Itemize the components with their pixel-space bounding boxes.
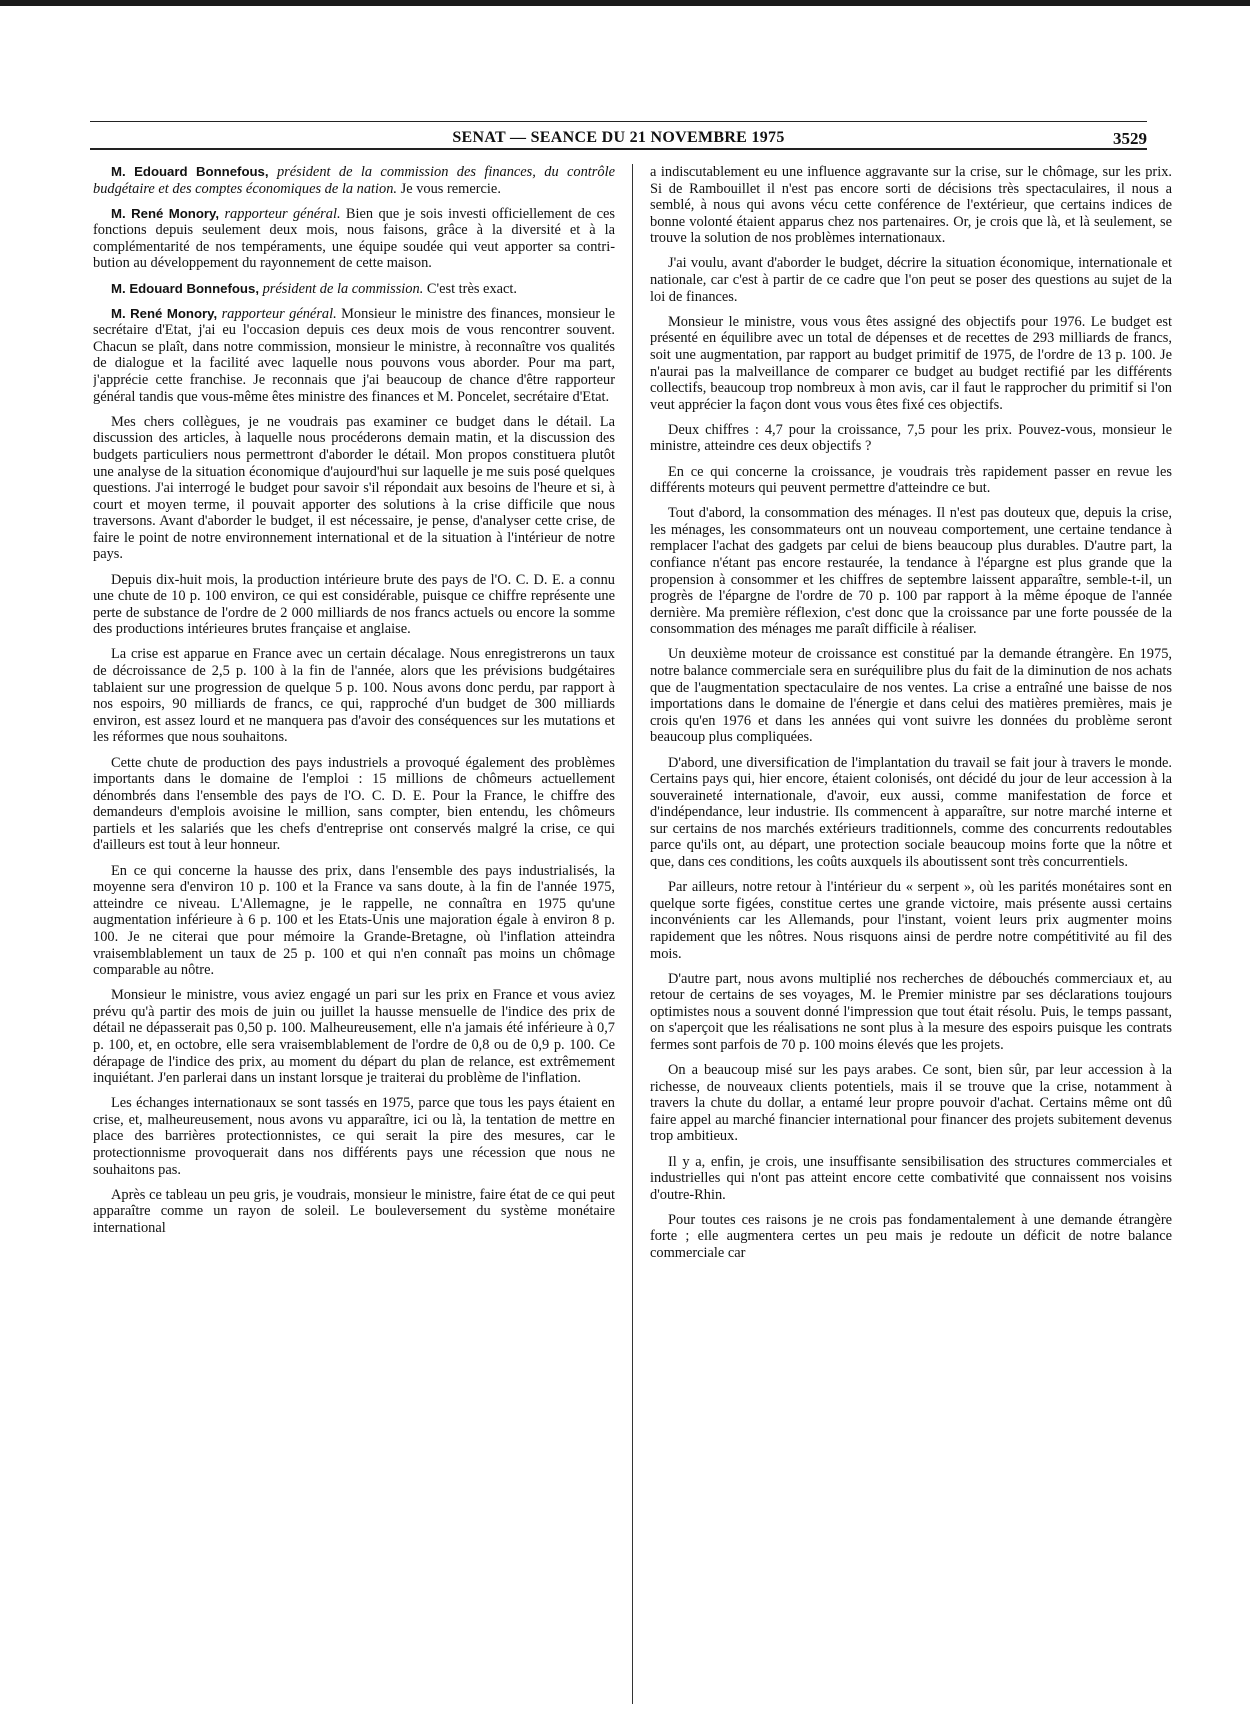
page-number: 3529 <box>1113 129 1147 148</box>
paragraph-text: Mes chers collègues, je ne voudrais pas examiner ce budget dans le détail. La discussion des articles, à laquelle nous procéderons demain matin, et la discussion des budgets particuliers nous permettront d'aborder le détail. Mon propos constituera plutôt une analyse de la situation économique d'aujourd'hui sur laquelle je me suis posé quelques questions. J'ai interrogé le budget pour savoir s'il répondait aux besoins de l'heure et si, à court et moyen terme, il pouvait apporter des solutions à la crise difficile que nous traversons. Avant d'aborder le budget, il est nécessaire, je pense, d'analyser cette crise, de faire le point de notre environnement international et de la situation à l'intérieur de notre pays. <box>93 413 615 563</box>
body-paragraph <box>93 987 615 1087</box>
paragraph-text: La crise est apparue en France avec un certain décalage. Nous enregistrerons un taux de décroissance de 2,5 p. 100 à la fin de l'année, alors que les prévisions budgétaires tablaient sur une progression de quelque 5 p. 100. Nous avons donc perdu, par rapport à nos espoirs, 90 milliards de francs, ce qui, rapproché d'un budget de 300 milliards environ, est assez lourd et ne manquera pas d'avoir des conséquences sur les mutations et les réformes que nous souhaitons. <box>93 646 615 746</box>
body-paragraph <box>93 646 615 746</box>
paragraph-text: Cette chute de production des pays industriels a provoqué également des problèmes importants dans le domaine de l'emploi : 15 millions de chômeurs actuellement dénombrés dans l'ensemble des pays de l'O. C. D. E. Pour la France, le chiffre des demandeurs d'emplois avoisine le million, sans compter, bien entendu, les chômeurs partiels et les salariés que les chefs d'entreprise ont conservés malgré la crise, ce qui d'ailleurs est tout à leur honneur. <box>93 754 615 854</box>
speaker-name: M. René Monory, <box>111 205 220 221</box>
running-header <box>90 129 1147 147</box>
paragraph-text: Tout d'abord, la consommation des ménages. Il n'est pas douteux que, depuis la crise, les ménages, les consommateurs ont un nouveau comportement, une certaine tendance à remplacer l'achat des gadgets par celui de biens beaucoup plus durables. D'autre part, la confiance n'étant pas encore restaurée, la tendance à l'épargne est plus grande que la propension à consommer et les chiffres de septembre laissent apparaître, semble-t-il, un progrès de l'épargne de l'ordre de 70 p. 100 par rapport à la même époque de l'année dernière. Ma première réflexion, c'est donc que la croissance par une forte poussée de la consommation des ménages me paraît difficile à réaliser. <box>650 505 1172 638</box>
paragraph-text: Monsieur le ministre, vous vous êtes assigné des objectifs pour 1976. Le budget est présenté en équilibre avec un total de dépenses et de recettes de 293 milliards de francs, soit une augmentation, par rapport au budget primitif de 1975, de l'ordre de 13 p. 100. Je n'aurai pas la malveillance de comparer ce budget au budget rectifié par les différents collectifs, beaucoup trop nombreux à mon avis, car il faut le rapprocher du primitif si l'on veut apprécier la façon dont vous vous êtes fixé ces objectifs. <box>650 313 1172 413</box>
paragraph-text: On a beaucoup misé sur les pays arabes. Ce sont, bien sûr, par leur accession à la richesse, de nouveaux clients potentiels, mais il se trouve que la crise, notamment à travers la chute du dollar, a entamé leur propre pouvoir d'achat. Certains même ont dû faire appel au marché financier international pour financer des projets subitement devenus trop ambitieux. <box>650 1062 1172 1145</box>
paragraph-text: Monsieur le ministre, vous aviez engagé un pari sur les prix en France et vous aviez prévu qu'à partir des mois de juin ou juillet la hausse mensuelle de l'indice des prix de détail ne dépasserait pas 0,50 p. 100. Malheureusement, elle n'a jamais été inférieure à 0,7 p. 100, et, en octobre, elle sera vraisemblablement de l'ordre de 0,8 ou de 0,9 p. 100. Ce dérapage de l'indice des prix, au moment du départ du plan de relance, est extrêmement inquiétant. J'en parlerai dans un instant lorsque je traiterai du problème de l'inflation. <box>93 987 615 1087</box>
paragraph-text: Bien que je sois investi officiellement de ces fonctions depuis seulement deux mois, nous faisons, grâce à la diversité et à la complémentarité de nos tempéraments, une équipe soudée qui veut apporter sa contribution au développement du rayonnement de cette maison. <box>93 205 615 272</box>
header-bottom-rule <box>90 148 1147 150</box>
header-title: SENAT — SEANCE DU 21 NOVEMBRE 1975 <box>452 129 785 146</box>
paragraph-text: Depuis dix-huit mois, la production intérieure brute des pays de l'O. C. D. E. a connu une chute de 10 p. 100 environ, ce qui est considérable, puisque ce chiffre représente une perte de substance de l'ordre de 2 000 milliards de nos francs actuels ou encore la somme des productions intérieures brutes française et anglaise. <box>93 571 615 638</box>
speaker-role: rapporteur général. <box>221 305 337 322</box>
paragraph-text: C'est très exact. <box>426 280 518 297</box>
paragraph-text: Après ce tableau un peu gris, je voudrais, monsieur le ministre, faire état de ce qui peut apparaître comme un rayon de soleil. Le bouleversement du système monétaire international <box>93 1186 615 1236</box>
paragraph-text: Un deuxième moteur de croissance est constitué par la demande étrangère. En 1975, notre balance commerciale sera en suréquilibre plus du fait de la diminution de nos achats que de l'augmentation spectaculaire de nos ventes. La crise a entraîné une baisse de nos importations dans le domaine de l'énergie et dans celui des matières premières, mais je crois qu'en 1976 et dans les années qui vont suivre les données du problème seront beaucoup plus compliquées. <box>650 646 1172 746</box>
continued-paragraph <box>650 164 1172 247</box>
body-paragraph <box>650 255 1172 305</box>
body-paragraph <box>650 1062 1172 1145</box>
header-top-rule <box>90 121 1147 122</box>
speaker-name: M. Edouard Bonnefous, <box>111 280 259 296</box>
paragraph-text: D'abord, une diversification de l'implantation du travail se fait jour à travers le monde. Certains pays qui, hier encore, étaient colonisés, ont décidé du jour de leur accession à la souveraineté internationale, d'avoir, eux aussi, comme manifestation de force et d'indépendance, leur industrie. Ils commencent à apparaître, sur notre marché interne et sur certains de nos marchés extérieurs traditionnels, comme des concurrents redoutables parce qu'ils ont, au départ, une protection sociale beaucoup moins forte que la nôtre et que, dans ces conditions, les coûts auxquels ils aboutissent sont très concurrentiels. <box>650 754 1172 871</box>
paragraph-text: Monsieur le ministre des finances, monsieur le secrétaire d'Etat, j'ai eu l'occasion depuis ces deux mois de vous rencontrer souvent. Chacun se plaît, dans notre commission, monsieur le ministre, à reconnaître vos qualités de dialogue et la facilité avec laquelle nous pouvons vous aborder. Pour ma part, j'apprécie cette franchise. Je reconnais que j'ai beaucoup de chance d'être rapporteur général tandis que vous-même êtes ministre des finances et M. Poncelet, secrétaire d'Etat. <box>93 305 615 405</box>
speaker-name: M. René Monory, <box>111 305 218 321</box>
right-column <box>650 164 1172 1720</box>
body-paragraph <box>650 1154 1172 1204</box>
paragraph-text: Je vous remercie. <box>400 180 501 197</box>
body-paragraph <box>650 505 1172 638</box>
body-paragraph <box>650 1212 1172 1262</box>
speaker-role: rapporteur général. <box>224 205 341 222</box>
paragraph-text: D'autre part, nous avons multiplié nos recherches de débouchés commerciaux et, au retour de certains de ses voyages, M. le Premier ministre par ses déclarations toujours optimistes nous a souvent donné l'impression que tout était résolu. Puis, le temps passant, on s'aperçoit que les réalisations ne sont plus à la mesure des espoirs puisque les contrats fermes sont parfois de 70 p. 100 moins élevés que les projets. <box>650 970 1172 1053</box>
speaker-name: M. Edouard Bonnefous, <box>111 164 269 179</box>
body-paragraph <box>650 646 1172 746</box>
left-column <box>93 164 615 1720</box>
body-paragraph <box>93 414 615 563</box>
paragraph-text: En ce qui concerne la croissance, je voudrais très rapidement passer en revue les différents moteurs qui peuvent permettre d'atteindre ce but. <box>650 463 1172 497</box>
body-paragraph <box>93 1095 615 1178</box>
body-paragraph <box>93 572 615 638</box>
column-divider <box>632 164 633 1704</box>
body-paragraph <box>93 755 615 855</box>
body-paragraph <box>650 464 1172 497</box>
body-paragraph <box>93 863 615 979</box>
speech-paragraph <box>93 164 615 197</box>
paragraph-text: J'ai voulu, avant d'aborder le budget, décrire la situation économique, internationale et nationale, car c'est à partir de ce cadre que l'on peut se poser des questions au sujet de la loi de finances. <box>650 255 1172 305</box>
body-paragraph <box>650 422 1172 455</box>
body-paragraph <box>650 971 1172 1054</box>
body-paragraph <box>650 755 1172 871</box>
body-paragraph <box>93 1187 615 1237</box>
speech-paragraph <box>93 306 615 406</box>
speaker-role: président de la commission des finances, du contrôle budgétaire et des comptes économiques de la nation. <box>93 164 615 197</box>
paragraph-text: Pour toutes ces raisons je ne crois pas fondamentalement à une demande étrangère forte ; elle augmentera certes un peu mais je redoute un déficit de notre balance commerciale car <box>650 1211 1172 1262</box>
top-border-rule <box>0 0 1250 6</box>
body-paragraph <box>650 879 1172 962</box>
body-paragraph <box>650 314 1172 414</box>
paragraph-text: a indiscutablement eu une influence aggravante sur la crise, sur le chômage, sur les prix. Si de Rambouillet il n'est pas encore sorti de décisions très spectaculaires, il nous a semblé, à nous qui avons vécu cette conférence de l'extérieur, que certains indices de bonne volonté étaient apparus chez nos partenaires. Or, je crois que là, et là seulement, se trouve la solution de nos problèmes internationaux. <box>650 164 1172 247</box>
paragraph-text: En ce qui concerne la hausse des prix, dans l'ensemble des pays industrialisés, la moyenne sera d'environ 10 p. 100 et la France va sans doute, à la fin de l'année 1975, atteindre ce niveau. L'Allemagne, je le rappelle, ne connaîtra en 1975 qu'une augmentation inférieure à 6 p. 100 et les Etats-Unis une majoration égale à environ 8 p. 100. Je ne citerai que pour mémoire la Grande-Bretagne, où l'inflation atteindra vraisemblablement un taux de 25 p. 100 et qui n'en connaît pas moins un chômage comparable au nôtre. <box>93 862 615 979</box>
speech-paragraph <box>93 281 615 298</box>
paragraph-text: Par ailleurs, notre retour à l'intérieur du « serpent », où les parités monétaires sont en quelque sorte figées, constitue certes une grande victoire, mais présente aussi certains inconvénients car les Allemands, pour l'instant, voient leurs prix augmenter moins rapidement que les nôtres. Nous risquons ainsi de perdre notre compétitivité au fil des mois. <box>650 879 1172 962</box>
paragraph-text: Deux chiffres : 4,7 pour la croissance, 7,5 pour les prix. Pouvez-vous, monsieur le ministre, atteindre ces deux objectifs ? <box>650 421 1172 455</box>
speech-paragraph <box>93 206 615 272</box>
speaker-role: président de la commission. <box>262 280 424 297</box>
paragraph-text: Il y a, enfin, je crois, une insuffisante sensibilisation des structures commerciales et industrielles qui n'ont pas atteint encore cette combativité que connaissent nos voisins d'outre-Rhin. <box>650 1153 1172 1203</box>
paragraph-text: Les échanges internationaux se sont tassés en 1975, parce que tous les pays étaient en crise, et, malheureusement, nous avons vu apparaître, ici ou là, la tentation de mettre en place des barrières protectionnistes, ce qui serait la pire des mesures, car le protectionnisme provoquerait dans nos différents pays une récession que nous ne souhaitons pas. <box>93 1095 615 1178</box>
